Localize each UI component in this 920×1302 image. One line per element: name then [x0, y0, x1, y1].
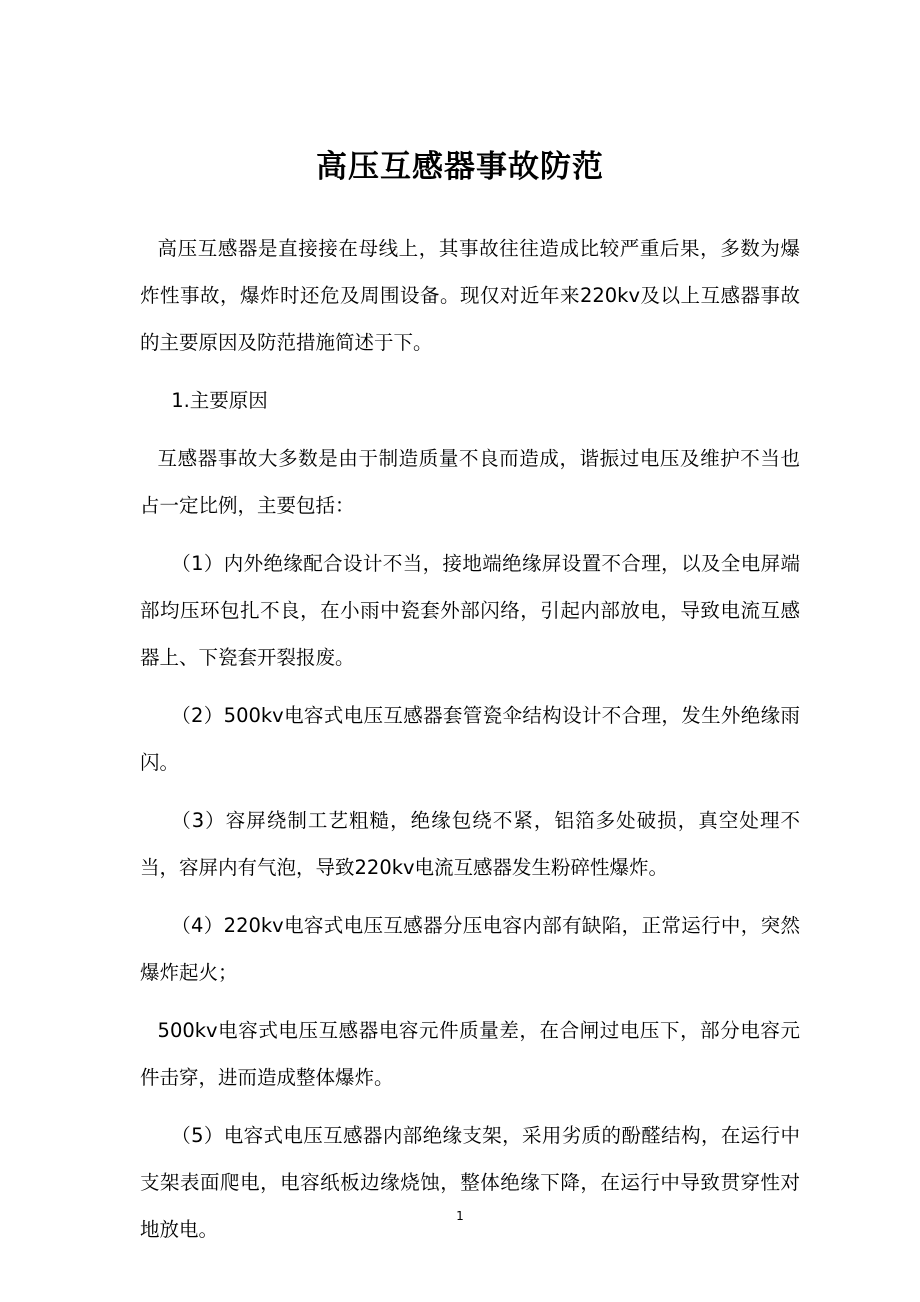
cause-item-2: （2）500kv电容式电压互感器套管瓷伞结构设计不合理，发生外绝缘雨闪。: [140, 704, 800, 774]
page-number: 1: [456, 1209, 464, 1223]
cause-item-3: （3）容屏绕制工艺粗糙，绝缘包绕不紧，铝箔多处破损，真空处理不当，容屏内有气泡，导致220kv电流互感器发生粉碎性爆炸。: [140, 809, 800, 879]
section-heading-main-causes: 1.主要原因: [171, 389, 268, 412]
cause-item-1: （1）内外绝缘配合设计不当，接地端绝缘屏设置不合理，以及全电屏端部均压环包扎不良，在小雨中瓷套外部闪络，引起内部放电，导致电流互感器上、下瓷套开裂报废。: [140, 552, 800, 669]
cause-item-5: （5）电容式电压互感器内部绝缘支架，采用劣质的酚醛结构，在运行中支架表面爬电，电容纸板边缘烧蚀，整体绝缘下降，在运行中导致贯穿性对地放电。: [140, 1124, 800, 1241]
causes-overview-paragraph: 互感器事故大多数是由于制造质量不良而造成，谐振过电压及维护不当也占一定比例，主要包括：: [140, 447, 800, 517]
document-body: [140, 225, 800, 1264]
intro-paragraph: 高压互感器是直接接在母线上，其事故往往造成比较严重后果，多数为爆炸性事故，爆炸时还危及周围设备。现仅对近年来220kv及以上互感器事故的主要原因及防范措施简述于下。: [140, 237, 800, 354]
cause-item-4: （4）220kv电容式电压互感器分压电容内部有缺陷，正常运行中，突然爆炸起火；: [140, 914, 800, 984]
cause-item-4-continued: 500kv电容式电压互感器电容元件质量差，在合闸过电压下，部分电容元件击穿，进而造成整体爆炸。: [140, 1019, 800, 1089]
document-title: 高压互感器事故防范: [316, 149, 604, 185]
